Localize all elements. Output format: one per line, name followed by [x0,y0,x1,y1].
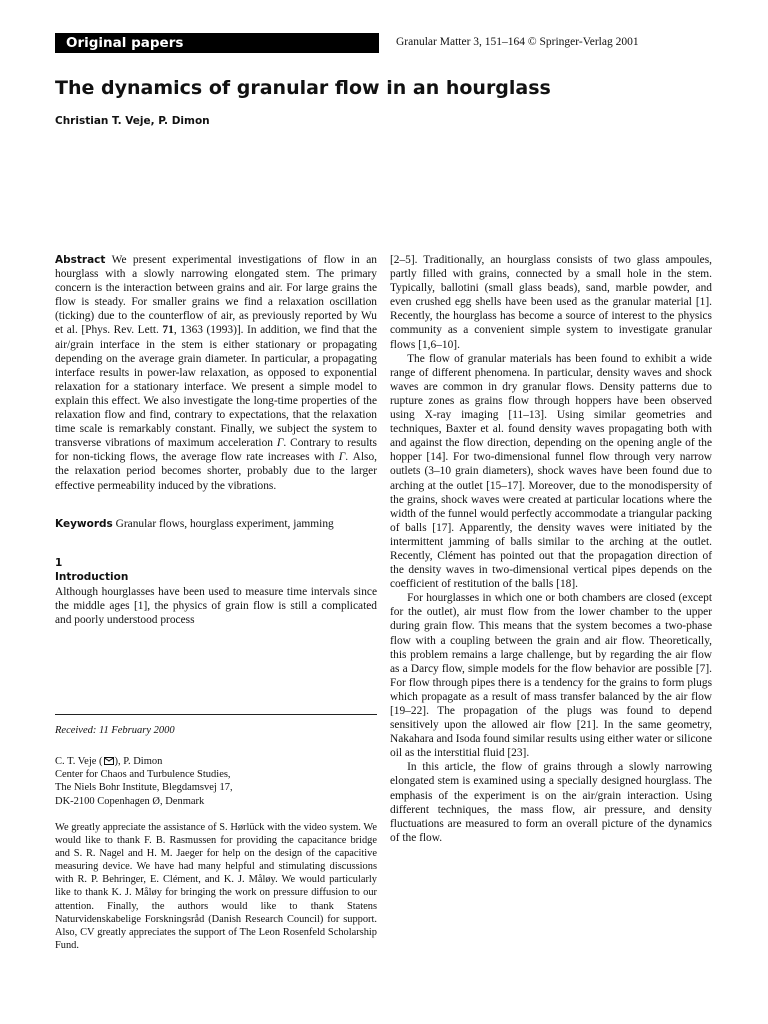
author-affiliation [55,755,233,808]
envelope-icon [104,757,114,765]
intro-paragraph-4: In this article, the flow of grains through a slowly narrowing elongated stem is examined using a specially designed hourglass. The emphasis of the experiment is on the air/grain interaction. Using different techniques, the mass flow, air pressure, and density fluctuations are measured to form an overall picture of the dynamics of the flow. [390,761,712,844]
right-column [390,253,712,845]
correspondence-line [55,755,233,768]
intro-paragraph-1-start: Although hourglasses have been used to measure time intervals since the middle ages [1], the physics of grain flow is still a complicated and poorly understood process [55,585,377,626]
intro-paragraph-2: The flow of granular materials has been found to exhibit a wide range of different phenomena. In particular, density waves and shock waves are common in dry granular flows. Density patterns due to rupture zones as grains flow through hoppers have been observed using X-ray imaging [11–13]. Using similar geometries and techniques, Baxter et al. found density waves propagating both with and against the flow direction, depending on the opening angle of the hopper [14]. For two-dimensional funnel flow through very narrow outlets (3–10 grain diameters), shock waves have been found due to arching at the outlet [15–17]. Moreover, due to the monodispersity of the grains, shock waves were created at particular locations where the width of the funnel would perfectly accommodate a triangular packing of balls [17]. Apparently, the density waves were initiated by the intermittent jamming of balls similar to the arching at the outlet. Recently, Clément has pointed out that the propagation direction of the density waves in two-dimensional vertical pipes depends on the coefficient of restitution of the balls [18]. [390,352,712,591]
paper-title: The dynamics of granular flow in an hourglass [55,77,551,99]
abstract-label: Abstract [55,254,106,266]
keywords-text: Granular flows, hourglass experiment, jamming [115,517,334,530]
acknowledgment: We greatly appreciate the assistance of S. Hørlück with the video system. We would like to thank F. B. Rasmussen for providing the capacitance bridge and S. R. Nagel and H. M. Jaeger for help on the design of the capacitive measuring device. We have had many helpful and stimulating discussions with R. P. Behringer, E. Clément, and K. J. Måløy. We would particularly like to thank K. J. Måløy for bringing the work on pressure diffusion to our attention. Finally, the authors would like to thank Statens Naturvidenskabelige Forskningsråd (Danish Research Council) for support. Also, CV greatly appreciates the support of The Leon Rosenfeld Scholarship Fund. [55,822,377,951]
author-names-end: ), P. Dimon [114,756,163,767]
section-number: 1 [55,556,63,569]
intro-paragraph-3: For hourglasses in which one or both chambers are closed (except for the outlet), air must flow from the lower chamber to the upper during grain flow. This means that the system becomes a two-phase flow with a coupling between the grain and air flow. Theoretically, this problem remains a large challenge, but by regarding the air flow as a Darcy flow, simple models for the flow behavior are possible [7]. For flow through pipes there is a tendency for the grains to form plugs which propagate as a result of mass transfer balanced by the air flow [19–22]. The propagation of the plugs was found to depend sensitively upon the allowed air flow [21]. In the same geometry, Nakahara and Isoda found similar results using either water or silicone oil as the interstitial fluid [23]. [390,592,713,760]
keywords [55,517,377,531]
gamma-symbol: Γ [276,437,284,450]
gamma-symbol: Γ [338,451,346,464]
author-names: C. T. Veje ( [55,756,103,767]
left-column [55,253,377,627]
intro-paragraph-1-cont: [2–5]. Traditionally, an hourglass consists of two glass ampoules, partly filled with grains, connected by a small hole in the stem. Typically, ballotini (small glass beads), sand, marble powder, and even crushed egg shells have been used as the granular material [1]. Recently, the hourglass has become a source of interest to the physics community as a convenient simple system to investigate granular flows [1,6–10]. [390,254,712,351]
author-list: Christian T. Veje, P. Dimon [55,115,210,127]
abstract [55,253,377,493]
abstract-volume: 71 [162,324,174,337]
journal-reference: Granular Matter 3, 151–164 © Springer-Verlag 2001 [396,36,639,48]
abstract-text-3: . Contrary to results for non-ticking flows, the average flow rate increases with [55,437,377,464]
affiliation-line: Center for Chaos and Turbulence Studies, [55,769,231,781]
received-date: Received: 11 February 2000 [55,725,175,736]
keywords-label: Keywords [55,517,113,530]
abstract-text-1: We present experimental investigations of flow in an hourglass with a slowly narrowing elongated stem. The primary concern is the interaction between grains and air. For large grains the flow is steady. For smaller grains we find a relaxation oscillation (ticking) due to the counterflow of air, as previously reported by Wu et al. [Phys. Rev. Lett. [55,254,377,337]
footnote-divider [55,714,377,715]
abstract-text-2: , 1363 (1993)]. In addition, we find that the air/grain interface in the stem is either stationary or propagating depending on the average grain diameter. In particular, a propagating interface results in power-law relaxation, as opposed to exponential relaxation for a stationary interface. We present a simple model to explain this effect. We also investigate the long-time properties of the relaxation flow and find, contrary to expectations, that the relaxation time scale is remarkably constant. Finally, we subject the system to transverse vibrations of maximum acceleration [55,324,378,450]
affiliation-line: DK-2100 Copenhagen Ø, Denmark [55,795,205,807]
abstract-text-4: . Also, the relaxation period becomes shorter, probably due to the larger effective permeability induced by the vibrations. [55,451,377,492]
section-heading: Introduction [55,570,129,583]
affiliation-line: The Niels Bohr Institute, Blegdamsvej 17, [55,782,233,794]
section-label: Original papers [55,33,379,53]
